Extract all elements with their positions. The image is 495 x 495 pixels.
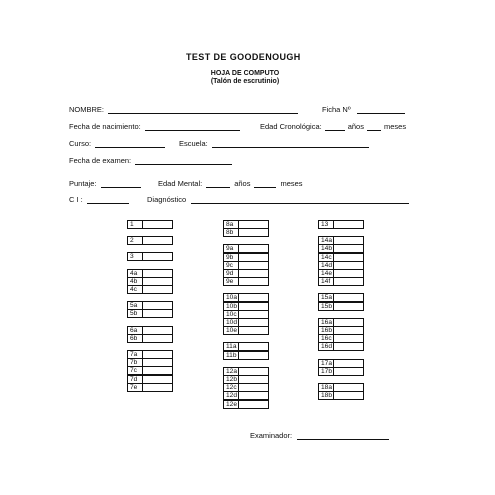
item-row [318, 302, 364, 311]
item-score-box[interactable] [239, 351, 269, 360]
item-label: 9b [223, 253, 239, 262]
item-label: 9d [223, 269, 239, 278]
nombre-line[interactable] [108, 105, 298, 114]
item-label: 10d [223, 318, 239, 327]
item-label: 10c [223, 310, 239, 319]
item-label: 6b [127, 334, 143, 343]
item-label: 14c [318, 253, 334, 262]
item-label: 7b [127, 358, 143, 367]
diagnostico-label: Diagnóstico [147, 195, 187, 204]
item-label: 14d [318, 261, 334, 270]
item-label: 15a [318, 293, 334, 302]
item-label: 7d [127, 375, 143, 384]
item-label: 7c [127, 366, 143, 375]
item-label: 4b [127, 277, 143, 286]
examinador-line[interactable] [297, 431, 389, 440]
item-score-box[interactable] [143, 334, 173, 343]
item-label: 12e [223, 400, 239, 409]
item-row [127, 334, 173, 343]
item-score-box[interactable] [239, 326, 269, 335]
item-label: 12d [223, 391, 239, 400]
item-row [223, 326, 269, 335]
item-row [318, 220, 364, 229]
curso-field [69, 139, 165, 148]
item-label: 7a [127, 350, 143, 359]
curso-label: Curso: [69, 139, 92, 148]
item-score-box[interactable] [334, 277, 364, 286]
fecha-nacimiento-field [69, 122, 240, 131]
item-label: 14f [318, 277, 334, 286]
item-row [223, 277, 269, 286]
item-label: 10e [223, 326, 239, 335]
item-label: 12a [223, 367, 239, 376]
item-row [127, 220, 173, 229]
ficha-field [322, 105, 405, 114]
curso-line[interactable] [95, 139, 165, 148]
item-score-box[interactable] [334, 391, 364, 400]
item-row [318, 367, 364, 376]
fecha-nacimiento-line[interactable] [145, 122, 240, 131]
item-score-box[interactable] [334, 302, 364, 311]
item-score-box[interactable] [143, 285, 173, 294]
item-label: 18a [318, 383, 334, 392]
item-row [318, 277, 364, 286]
item-label: 16d [318, 342, 334, 351]
diagnostico-line[interactable] [191, 195, 409, 204]
item-label: 9c [223, 261, 239, 270]
ficha-label: Ficha Nº [322, 105, 351, 114]
item-score-box[interactable] [239, 400, 269, 409]
item-score-box[interactable] [239, 228, 269, 237]
puntaje-line[interactable] [101, 179, 141, 188]
item-label: 9a [223, 244, 239, 253]
item-label: 17b [318, 367, 334, 376]
item-label: 14a [318, 236, 334, 245]
item-score-box[interactable] [143, 252, 173, 261]
nombre-label: NOMBRE: [69, 105, 105, 114]
edad-cronologica-anos-line[interactable] [325, 122, 345, 131]
ci-line[interactable] [87, 195, 129, 204]
item-label: 8b [223, 228, 239, 237]
edad-mental-label: Edad Mental: [158, 179, 203, 188]
edad-mental-anos-line[interactable] [206, 179, 230, 188]
item-label: 11a [223, 342, 239, 351]
diagnostico-field [147, 195, 409, 204]
item-label: 16b [318, 326, 334, 335]
item-label: 14b [318, 244, 334, 253]
item-row [318, 342, 364, 351]
item-score-box[interactable] [239, 277, 269, 286]
item-score-box[interactable] [334, 342, 364, 351]
puntaje-label: Puntaje: [69, 179, 97, 188]
subtitle-line-1: HOJA DE COMPUTO [210, 70, 280, 77]
escuela-line[interactable] [212, 139, 369, 148]
ci-field [69, 195, 129, 204]
item-row [223, 351, 269, 360]
item-label: 9e [223, 277, 239, 286]
item-label: 6a [127, 326, 143, 335]
escuela-label: Escuela: [179, 139, 208, 148]
ficha-line[interactable] [357, 105, 405, 114]
item-score-box[interactable] [334, 220, 364, 229]
puntaje-field [69, 179, 141, 188]
item-label: 12b [223, 375, 239, 384]
item-label: 16c [318, 334, 334, 343]
item-label: 1 [127, 220, 143, 229]
item-label: 11b [223, 351, 239, 360]
subtitle-line-2: (Talón de escrutinio) [210, 78, 280, 85]
item-label: 5b [127, 309, 143, 318]
edad-mental-anos-label: años [234, 179, 251, 188]
examinador-field [250, 431, 389, 440]
fecha-examen-label: Fecha de examen: [69, 156, 132, 165]
item-row [127, 236, 173, 245]
item-label: 13 [318, 220, 334, 229]
item-label: 4c [127, 285, 143, 294]
item-label: 8a [223, 220, 239, 229]
edad-cronologica-meses-label: meses [383, 122, 407, 131]
item-label: 15b [318, 302, 334, 311]
item-label: 17a [318, 359, 334, 368]
item-label: 14e [318, 269, 334, 278]
item-row [127, 252, 173, 261]
edad-cronologica-label: Edad Cronológica: [260, 122, 322, 131]
examinador-label: Examinador: [250, 431, 293, 440]
item-row [127, 285, 173, 294]
item-score-box[interactable] [143, 220, 173, 229]
item-score-box[interactable] [143, 383, 173, 392]
edad-cronologica-field [260, 122, 406, 131]
item-score-box[interactable] [143, 236, 173, 245]
item-row [318, 391, 364, 400]
fecha-examen-line[interactable] [135, 156, 232, 165]
nombre-field [69, 105, 298, 114]
item-row [223, 228, 269, 237]
document-title: TEST DE GOODENOUGH [186, 52, 301, 62]
item-row [127, 383, 173, 392]
item-label: 12c [223, 383, 239, 392]
edad-cronologica-anos-label: años [347, 122, 364, 131]
item-row [127, 309, 173, 318]
item-score-box[interactable] [143, 309, 173, 318]
edad-mental-meses-line[interactable] [254, 179, 276, 188]
item-label: 16a [318, 318, 334, 327]
fecha-examen-field [69, 156, 232, 165]
item-label: 4a [127, 269, 143, 278]
item-label: 2 [127, 236, 143, 245]
edad-mental-meses-label: meses [280, 179, 303, 188]
edad-cronologica-meses-line[interactable] [367, 122, 381, 131]
document-subtitle [190, 70, 300, 86]
item-row [223, 400, 269, 409]
item-label: 18b [318, 391, 334, 400]
escuela-field [179, 139, 369, 148]
item-label: 7e [127, 383, 143, 392]
item-label: 5a [127, 301, 143, 310]
ci-label: C I : [69, 195, 83, 204]
fecha-nacimiento-label: Fecha de nacimiento: [69, 122, 141, 131]
item-label: 3 [127, 252, 143, 261]
item-score-box[interactable] [334, 367, 364, 376]
edad-mental-field [158, 179, 303, 188]
item-label: 10b [223, 302, 239, 311]
item-label: 10a [223, 293, 239, 302]
